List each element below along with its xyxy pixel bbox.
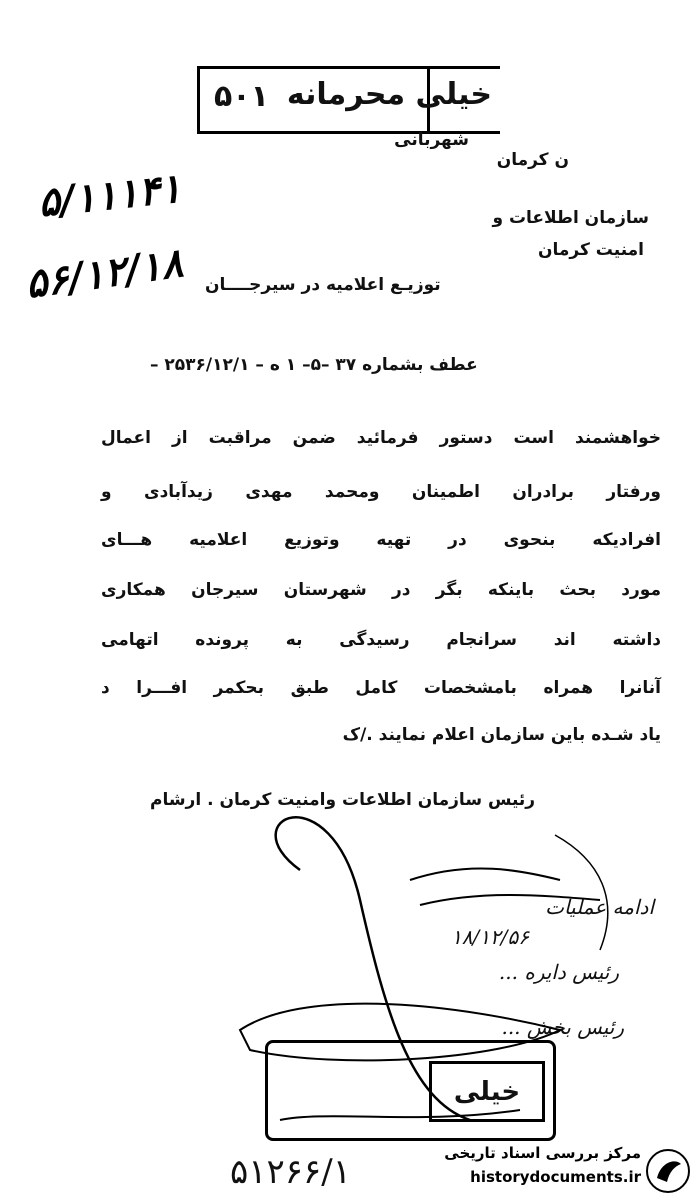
handwritten-note-1: ادامه عملیات xyxy=(545,895,654,919)
watermark-title: مرکز بررسی اسناد تاریخی xyxy=(444,1144,641,1162)
body-line-1: خواهشمند است دستور فرمائید ضمن مراقبت از اعمال xyxy=(101,428,661,448)
handwritten-note-3: رئیس دایره ... xyxy=(498,960,619,984)
classification-stamp-top xyxy=(197,66,500,134)
classification-stamp-bottom xyxy=(265,1040,556,1141)
handwritten-note-2: ۱۸/۱۲/۵۶ xyxy=(451,925,529,949)
watermark-url: historydocuments.ir xyxy=(470,1168,641,1186)
header-line-3: سازمان اطلاعات و xyxy=(492,208,649,228)
bottom-archive-number: ۵۱۲۶۶/۱ xyxy=(230,1152,352,1192)
reference-line: عطف بشماره ۳۷ –۵– ۱ ه – ۲۵۳۶/۱۲/۱ – xyxy=(150,355,478,375)
stamp-bottom-word: خیلی xyxy=(429,1061,545,1122)
handwritten-registration-number: ۵/۱۱۱۴۱ xyxy=(35,164,184,227)
watermark-logo-icon xyxy=(645,1148,691,1194)
stamp-serial-number: ۵۰۱ xyxy=(214,79,269,114)
subject-line: توزیـع اعلامیه در سیرجــــان xyxy=(205,275,441,295)
signer-line: رئیس سازمان اطلاعات وامنیت کرمان . ارشام xyxy=(150,790,536,810)
handwritten-date: ۵۶/۱۲/۱۸ xyxy=(22,239,186,308)
handwritten-note-4: رئیس بخش ... xyxy=(501,1015,624,1039)
body-line-3: افرادیکه بنحوی در تهیه وتوزیع اعلامیه هـــای xyxy=(101,530,661,550)
stamp-classification-word: خیلی محرمانه xyxy=(286,77,492,112)
header-line-2: ن کرمان xyxy=(496,150,569,170)
body-line-7: یاد شـده باین سازمان اعلام نمایند ./ک xyxy=(342,725,661,745)
header-line-4: امنیت کرمان xyxy=(537,240,644,260)
body-line-6: آنانرا همراه بامشخصات کامل طبق بحکمر افـــرا د xyxy=(101,678,661,698)
body-line-5: داشته اند سرانجام رسیدگی به پرونده اتهامی xyxy=(101,630,661,650)
body-line-4: مورد بحث باینکه بگر در شهرستان سیرجان همکاری xyxy=(101,580,661,600)
header-line-1: شهربانی xyxy=(394,130,469,150)
watermark xyxy=(415,1140,699,1200)
body-line-2: ورفتار برادران اطمینان ومحمد مهدی زیدآبادی و xyxy=(101,482,661,502)
